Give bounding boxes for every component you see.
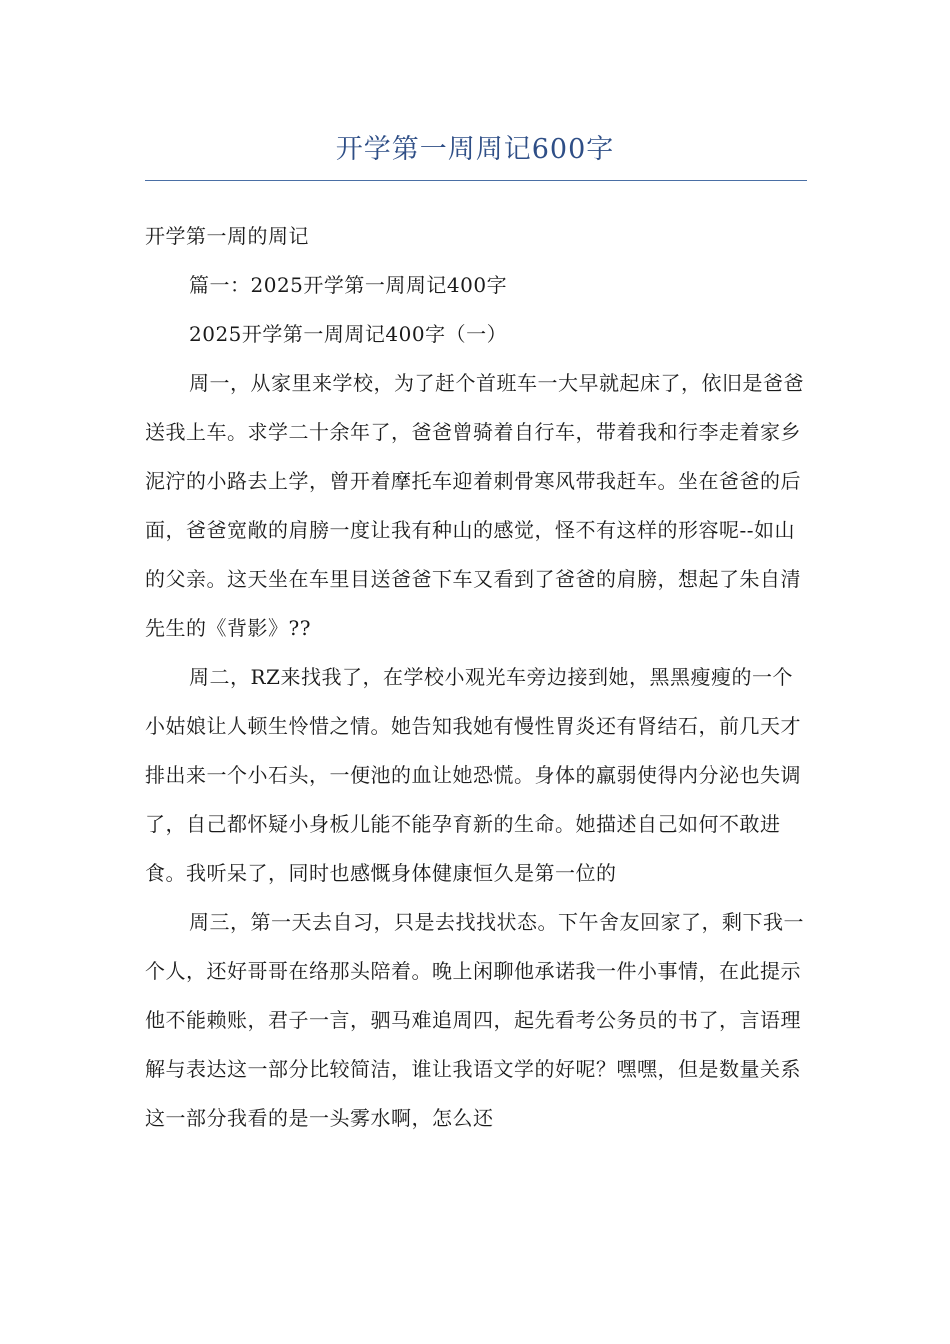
paragraph-wednesday: 周三，第一天去自习，只是去找找状态。下午舍友回家了，剩下我一个人，还好哥哥在络那头陪着。晚上闲聊他承诺我一件小事情，在此提示他不能赖账，君子一言，驷马难追周四，起先看考公务员的书了，言语理解与表达这一部分比较简洁，谁让我语文学的好呢？嘿嘿，但是数量关系这一部分我看的是一头雾水啊，怎么还 — [145, 910, 804, 1130]
document-title: 开学第一周周记600字 — [335, 134, 615, 165]
document-body — [145, 212, 807, 1143]
title-underline — [145, 180, 807, 181]
section-heading: 篇一：2025开学第一周周记400字 — [189, 273, 508, 297]
paragraph-monday: 周一，从家里来学校，为了赶个首班车一大早就起床了，依旧是爸爸送我上车。求学二十余年了，爸爸曾骑着自行车，带着我和行李走着家乡泥泞的小路去上学，曾开着摩托车迎着刺骨寒风带我赶车。坐在爸爸的后面，爸爸宽敞的肩膀一度让我有种山的感觉，怪不有这样的形容呢--如山的父亲。这天坐在车里目送爸爸下车又看到了爸爸的肩膀，想起了朱自清先生的《背影》?? — [145, 371, 804, 640]
sub-heading: 2025开学第一周周记400字（一） — [189, 322, 508, 346]
document-subtitle: 开学第一周的周记 — [145, 224, 309, 248]
paragraph-tuesday: 周二，RZ来找我了，在学校小观光车旁边接到她，黑黑瘦瘦的一个小姑娘让人顿生怜惜之情。她告知我她有慢性胃炎还有肾结石，前几天才排出来一个小石头，一便池的血让她恐慌。身体的羸弱使得内分泌也失调了，自己都怀疑小身板儿能不能孕育新的生命。她描述自己如何不敢进食。我听呆了，同时也感慨身体健康恒久是第一位的 — [145, 665, 801, 885]
